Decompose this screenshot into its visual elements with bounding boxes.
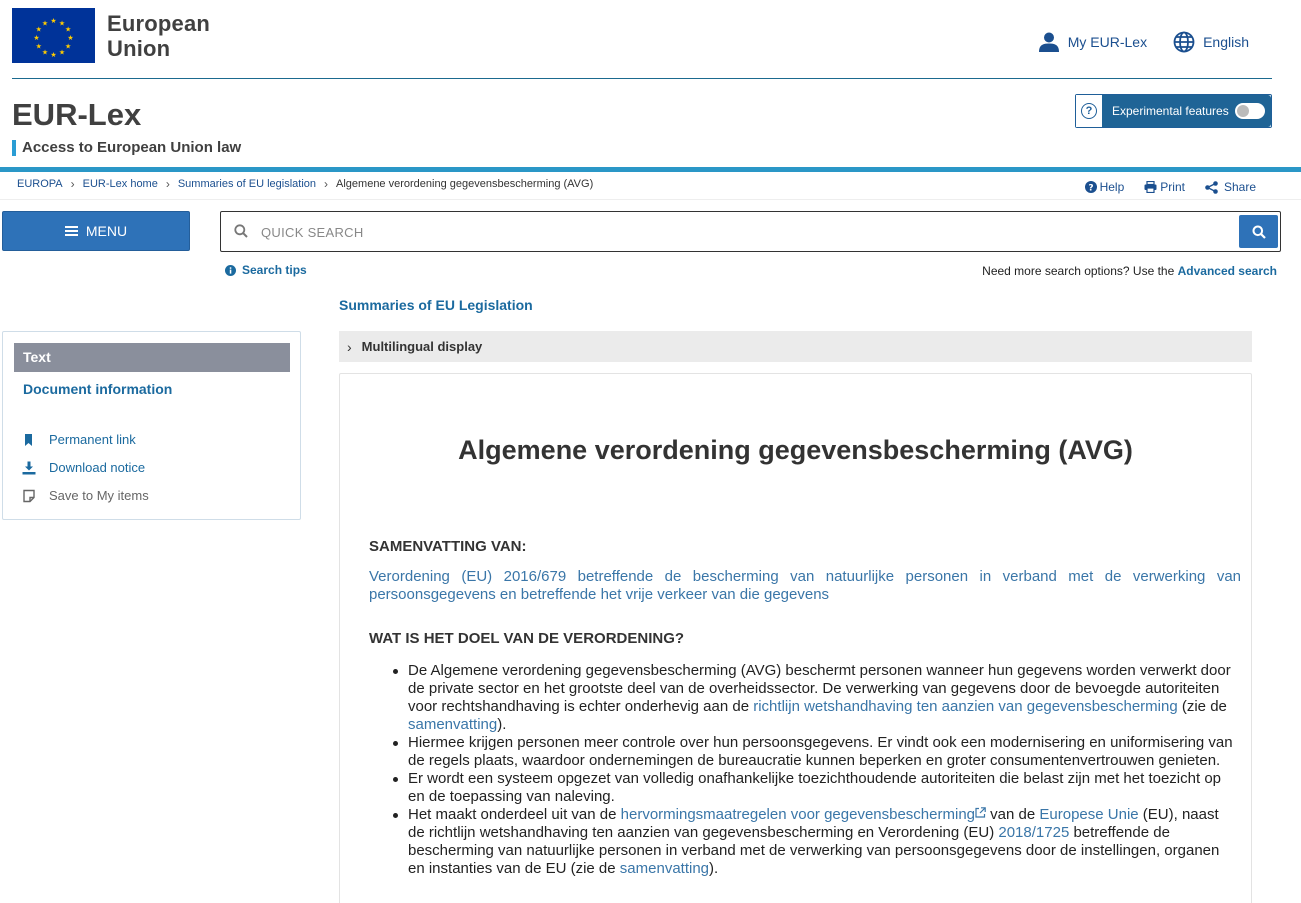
eu-flag-logo[interactable] — [12, 8, 95, 63]
svg-text:?: ? — [1087, 183, 1094, 193]
svg-text:★: ★ — [58, 48, 66, 57]
permanent-link-action[interactable] — [21, 430, 149, 449]
download-notice-label: Download notice — [49, 460, 146, 475]
top-links — [1038, 31, 1249, 53]
eu-stars-icon — [12, 8, 95, 63]
download-notice-action[interactable] — [21, 458, 149, 477]
advanced-search-hint — [982, 264, 1277, 278]
summary-link[interactable]: samenvatting — [619, 860, 710, 877]
save-to-my-items-label: Save to My items — [49, 488, 149, 503]
list-item — [369, 770, 1233, 806]
bookmark-icon — [21, 433, 37, 447]
list-item — [369, 734, 1233, 770]
search-icon — [1252, 225, 1266, 239]
chevron-right-icon: › — [165, 177, 170, 191]
experimental-toggle-switch[interactable] — [1235, 103, 1265, 119]
external-link-icon — [975, 807, 986, 818]
my-eurlex-label: My EUR-Lex — [1067, 34, 1148, 50]
breadcrumb-europa[interactable]: EUROPA — [17, 178, 63, 190]
aim-heading: WAT IS HET DOEL VAN DE VERORDENING? — [369, 630, 685, 647]
advanced-search-prefix: Need more search options? Use the — [982, 264, 1175, 278]
experimental-features[interactable] — [1075, 94, 1272, 128]
experimental-features-toggle-area[interactable] — [1102, 95, 1271, 127]
document-title: Algemene verordening gegevensbescherming (AVG) — [458, 435, 1133, 465]
help-circle-icon: ? — [1081, 103, 1097, 119]
svg-text:★: ★ — [50, 51, 57, 59]
law-enforcement-directive-link[interactable]: richtlijn wetshandhaving ten aanzien van gegevensbescherming — [753, 698, 1178, 715]
info-icon — [225, 265, 236, 276]
share-label: Share — [1223, 180, 1256, 194]
help-link[interactable] — [1085, 180, 1125, 194]
regulation-2018-1725-link[interactable]: 2018/1725 — [998, 824, 1070, 841]
save-to-my-items-action[interactable] — [21, 486, 149, 505]
svg-text:★: ★ — [67, 34, 74, 42]
svg-text:★: ★ — [65, 25, 72, 34]
bullet-3-text: Er wordt een systeem opgezet van volledig onafhankelijke toezichthoudende autoriteiten die belast zijn met het toezicht op en de toepassing van naleving. — [408, 770, 1222, 805]
question-icon — [1085, 181, 1097, 193]
svg-text:★: ★ — [58, 19, 66, 28]
print-label: Print — [1160, 180, 1185, 194]
chevron-right-icon: › — [70, 177, 75, 191]
list-item — [369, 662, 1233, 734]
aim-bullet-list — [369, 662, 1233, 878]
experimental-features-label: Experimental features — [1112, 104, 1229, 118]
user-icon — [1038, 31, 1060, 53]
svg-text:★: ★ — [65, 42, 72, 51]
breadcrumb-divider — [0, 199, 1301, 200]
regulation-link[interactable]: Verordening (EU) 2016/679 betreffende de bescherming van natuurlijke personen in verband met de verwerking van persoonsgegevens en betreffende het vrije verkeer van die gegevens — [369, 568, 1241, 603]
breadcrumb-current: Algemene verordening gegevensbescherming (AVG) — [336, 178, 594, 190]
svg-text:★: ★ — [33, 34, 40, 42]
my-eurlex-link[interactable] — [1038, 31, 1147, 53]
hamburger-icon — [65, 226, 78, 236]
experimental-help-button[interactable] — [1076, 95, 1102, 127]
header-divider — [12, 78, 1272, 79]
bullet-1-mid: (zie de — [1177, 698, 1227, 715]
svg-text:★: ★ — [35, 25, 42, 34]
svg-text:★: ★ — [41, 48, 49, 57]
print-icon — [1144, 181, 1157, 193]
search-icon — [234, 224, 248, 238]
help-label: Help — [1099, 180, 1125, 194]
bullet-1-text: De Algemene verordening gegevensbescherming (AVG) beschermt personen wanneer hun gegevens worden verwerkt door de private sector en het grootste deel van de overheidssector. De verwerking van gegevens door de bevoegde autoriteiten voor rechtshandhaving is echter onderhevig aan de — [408, 662, 1231, 715]
site-subtitle: Access to European Union law — [12, 140, 241, 156]
tab-document-information[interactable]: Document information — [23, 381, 173, 397]
site-title[interactable]: EUR-Lex — [12, 97, 142, 132]
tab-text[interactable]: Text — [14, 343, 290, 372]
menu-button[interactable] — [2, 211, 190, 251]
eu-name[interactable] — [107, 11, 210, 61]
bullet-4-mid3: betreffende de bescherming van natuurlijke personen in verband met de verwerking van persoonsgegevens door de instellingen, organen en instanties van de EU (zie de — [408, 824, 1220, 877]
print-link[interactable] — [1144, 180, 1185, 194]
eu-name-line2: Union — [107, 36, 171, 61]
search-submit-button[interactable] — [1239, 215, 1278, 248]
summary-link[interactable]: samenvatting — [408, 716, 498, 733]
bullet-4-text: Het maakt onderdeel uit van de — [408, 806, 621, 823]
share-icon — [1205, 181, 1218, 194]
chevron-right-icon: › — [347, 338, 352, 355]
eu-name-line1: European — [107, 11, 211, 36]
permanent-link-label: Permanent link — [49, 432, 136, 447]
bullet-1-end: ). — [497, 716, 507, 733]
advanced-search-link[interactable]: Advanced search — [1177, 264, 1277, 278]
list-item — [369, 806, 1233, 878]
document-content — [339, 373, 1252, 903]
search-tips-label: Search tips — [242, 263, 307, 277]
quick-search-box — [220, 211, 1281, 252]
breadcrumb-summaries[interactable]: Summaries of EU legislation — [177, 178, 317, 190]
breadcrumb — [17, 177, 593, 191]
bullet-4-end: ). — [709, 860, 719, 877]
language-selector[interactable] — [1173, 31, 1249, 53]
svg-text:★: ★ — [41, 19, 49, 28]
utility-links — [1085, 180, 1256, 194]
multilingual-display-label: Multilingual display — [361, 339, 483, 354]
svg-text:★: ★ — [35, 42, 42, 51]
summary-heading: SAMENVATTING VAN: — [369, 538, 527, 555]
bullet-2-text: Hiermee krijgen personen meer controle over hun persoonsgegevens. Er vindt ook een modernisering en uniformisering van de regels plaats, waardoor ondernemingen de bureaucratie kunnen beperken en groter consumentenvertrouwen genieten. — [408, 734, 1233, 769]
search-tips-link[interactable] — [225, 263, 307, 277]
breadcrumb-eurlex-home[interactable]: EUR-Lex home — [82, 178, 158, 190]
globe-icon — [1173, 31, 1195, 53]
european-union-link[interactable]: Europese Unie — [1039, 806, 1139, 823]
download-icon — [21, 461, 37, 475]
multilingual-display-toggle[interactable] — [339, 331, 1252, 362]
bullet-4-mid: van de — [986, 806, 1040, 823]
menu-label: MENU — [85, 223, 128, 239]
svg-text:★: ★ — [50, 17, 57, 25]
bullet-4-mid2: (EU), naast de richtlijn wetshandhaving ten aanzien van gegevensbescherming en Verordening (EU) — [408, 806, 1219, 841]
document-side-panel — [2, 331, 301, 520]
summaries-of-eu-legislation-link[interactable]: Summaries of EU Legislation — [339, 297, 533, 313]
chevron-right-icon: › — [324, 177, 329, 191]
share-link[interactable] — [1205, 180, 1256, 194]
save-icon — [21, 489, 37, 503]
quick-search-input[interactable] — [261, 220, 1221, 244]
data-protection-reform-link[interactable]: hervormingsmaatregelen voor gegevensbescherming — [620, 806, 976, 823]
side-actions — [21, 430, 149, 505]
language-label: English — [1203, 34, 1249, 50]
header-accent-band — [0, 167, 1301, 172]
